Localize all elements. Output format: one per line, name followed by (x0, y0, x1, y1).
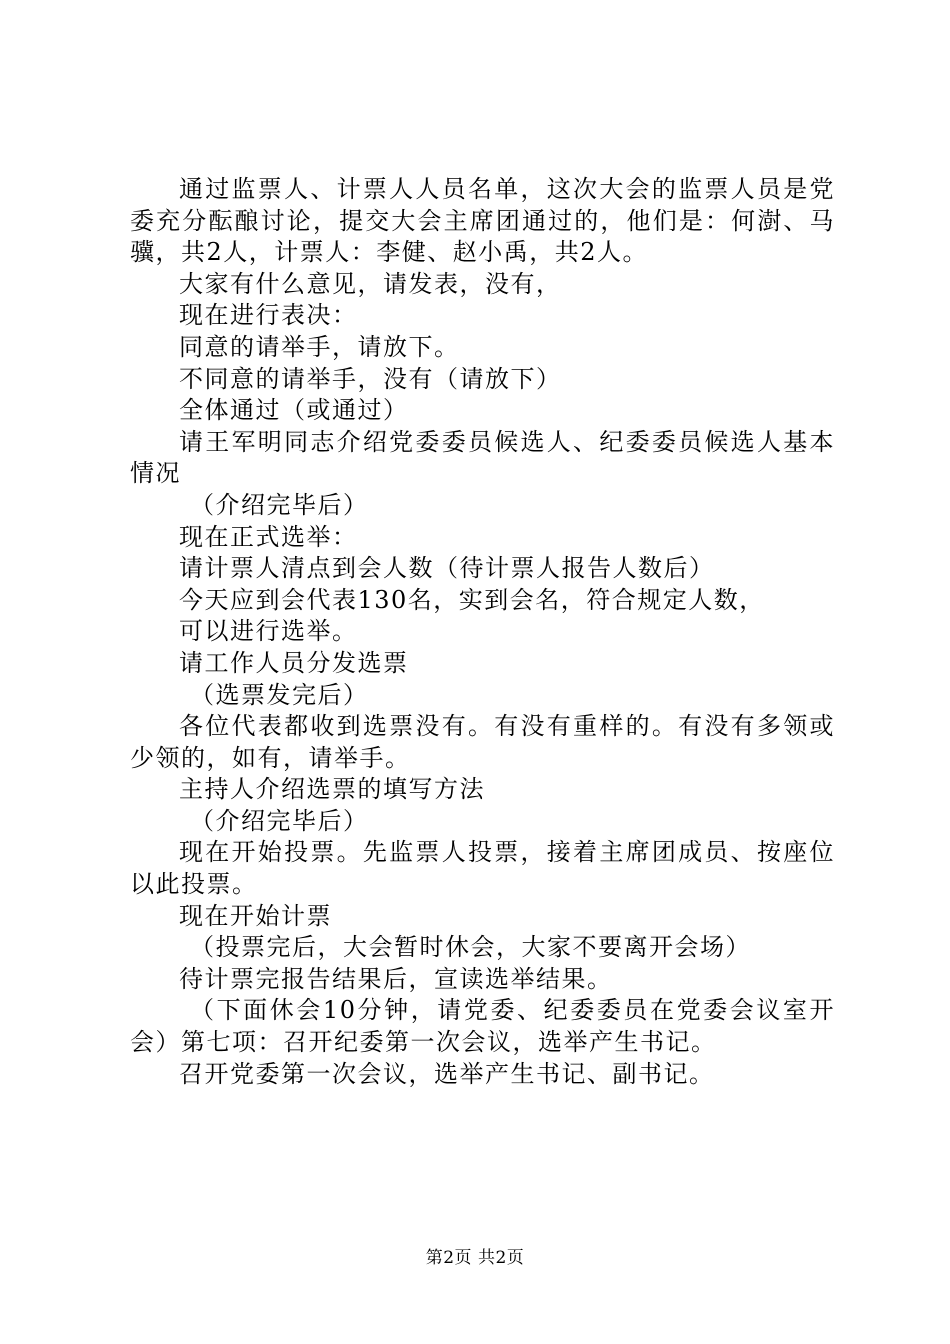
paragraph: 待计票完报告结果后，宣读选举结果。 (179, 964, 613, 993)
paragraph: 请工作人员分发选票 (179, 648, 409, 677)
document-body (130, 174, 835, 1090)
paragraph: 请计票人清点到会人数（待计票人报告人数后） (179, 554, 715, 583)
paragraph: （选票发完后） (190, 680, 369, 709)
paragraph: 现在进行表决： (179, 301, 358, 330)
paragraph: 今天应到会代表130名，实到会名，符合规定人数， (179, 585, 765, 614)
paragraph: （介绍完毕后） (190, 490, 369, 519)
paragraph: 同意的请举手，请放下。 (179, 332, 460, 361)
paragraph: （下面休会10分钟，请党委、纪委委员在党委会议室开会）第七项：召开纪委第一次会议，选举产生书记。 (130, 996, 835, 1057)
page-footer (0, 1243, 950, 1268)
paragraph: 现在开始投票。先监票人投票，接着主席团成员、按座位以此投票。 (130, 838, 835, 899)
paragraph: 通过监票人、计票人人员名单，这次大会的监票人员是党委充分酝酿讨论，提交大会主席团通过的，他们是：何澍、马骥，共2人，计票人：李健、赵小禹，共2人。 (130, 175, 835, 267)
paragraph: （介绍完毕后） (190, 806, 369, 835)
page-number: 第2页 共2页 (425, 1248, 525, 1268)
paragraph: 主持人介绍选票的填写方法 (179, 775, 485, 804)
paragraph: 不同意的请举手，没有（请放下） (179, 364, 562, 393)
paragraph: 大家有什么意见，请发表，没有， (179, 269, 562, 298)
paragraph: 现在开始计票 (179, 901, 332, 930)
paragraph: 现在正式选举： (179, 522, 358, 551)
paragraph: 请王军明同志介绍党委委员候选人、纪委委员候选人基本情况 (130, 427, 835, 488)
paragraph: 各位代表都收到选票没有。有没有重样的。有没有多领或少领的，如有，请举手。 (130, 712, 835, 772)
paragraph: 可以进行选举。 (179, 617, 358, 646)
paragraph: （投票完后，大会暂时休会，大家不要离开会场） (190, 933, 751, 962)
paragraph: 全体通过（或通过） (179, 396, 409, 425)
paragraph: 召开党委第一次会议，选举产生书记、副书记。 (179, 1059, 715, 1088)
